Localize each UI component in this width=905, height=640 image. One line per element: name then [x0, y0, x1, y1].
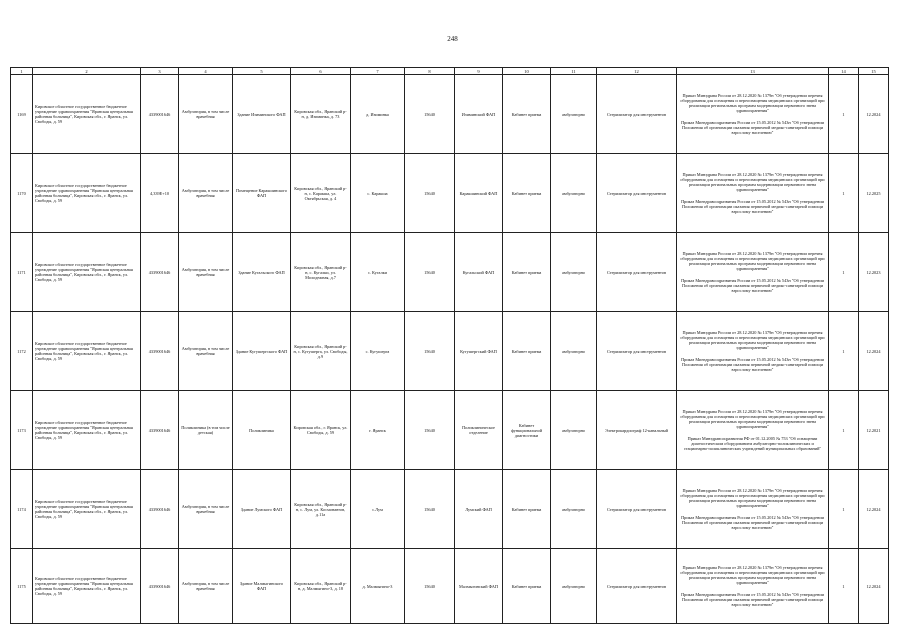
- legal-basis-law2: Приказ Минздравсоцразвития России от 15.05.2012 № 543н "Об утверждении Положения об организации оказания первичной медико-санитарной помощи взрослому населению": [681, 357, 824, 372]
- row-number: 1173: [11, 391, 33, 470]
- care-condition: амбулаторно: [551, 154, 597, 233]
- building-name: Здание Кугушергского ФАП: [233, 312, 291, 391]
- header-cell: 3: [141, 68, 179, 75]
- building-name: Здание Лумского ФАП: [233, 470, 291, 549]
- legal-basis: [677, 233, 829, 312]
- quantity: 1: [829, 391, 859, 470]
- legal-basis-law2: Приказ Минздравсоцразвития России от 15.05.2012 № 543н "Об утверждении Положения об организации оказания первичной медико-санитарной помощи взрослому населению": [681, 515, 824, 530]
- care-condition: амбулаторно: [551, 391, 597, 470]
- row-number: 1174: [11, 470, 33, 549]
- care-condition: амбулаторно: [551, 75, 597, 154]
- cabinet: Кабинет приема: [503, 233, 551, 312]
- due-date: 12.2024: [859, 75, 889, 154]
- oktmo-code: 15640: [405, 233, 455, 312]
- settlement: г. Яранск: [351, 391, 405, 470]
- department: Каракшинский ФАП: [455, 154, 503, 233]
- oktmo-code: 15640: [405, 154, 455, 233]
- settlement: с.Лум: [351, 470, 405, 549]
- inn-code: 4,339E+10: [141, 154, 179, 233]
- settlement: д. Малмыгино-3: [351, 549, 405, 624]
- settlement: с. Кугушерга: [351, 312, 405, 391]
- header-cell: 15: [859, 68, 889, 75]
- table-row: [11, 75, 889, 154]
- column-number-header: [11, 68, 889, 75]
- organization-name: Кировское областное государственное бюджетное учреждение здравоохранения "Яранская центральная районная больница", Кировская обл., г. Яранск, ул. Свободы, д. 59: [33, 312, 141, 391]
- due-date: 12.2024: [859, 470, 889, 549]
- legal-basis-law2: Приказ Минздравсоцразвития России от 15.05.2012 № 543н "Об утверждении Положения об организации оказания первичной медико-санитарной помощи взрослому населению": [681, 199, 824, 214]
- header-cell: 8: [405, 68, 455, 75]
- legal-basis: [677, 312, 829, 391]
- cabinet: Кабинет приема: [503, 549, 551, 624]
- facility-type: Амбулатория, в том числе врачебная: [179, 312, 233, 391]
- cabinet: Кабинет приема: [503, 154, 551, 233]
- header-cell: 14: [829, 68, 859, 75]
- department: Кугушергский ФАП: [455, 312, 503, 391]
- oktmo-code: 15640: [405, 470, 455, 549]
- department: Малмыгинский ФАП: [455, 549, 503, 624]
- equipment-name: Стерилизатор для инструментов: [597, 233, 677, 312]
- oktmo-code: 15640: [405, 549, 455, 624]
- quantity: 1: [829, 233, 859, 312]
- legal-basis-law1: Приказ Минздрава России от 28.12.2020 № 1379н "Об утверждении перечня оборудования для оснащения и переоснащения медицинских организаций при реализации региональных программ модернизации первичного звена здравоохранения": [680, 488, 825, 508]
- facility-type: Амбулатория, в том числе врачебная: [179, 549, 233, 624]
- facility-type: Амбулатория, в том числе врачебная: [179, 75, 233, 154]
- organization-name: Кировское областное государственное бюджетное учреждение здравоохранения "Яранская центральная районная больница", Кировская обл., г. Яранск, ул. Свободы, д. 59: [33, 549, 141, 624]
- equipment-name: Электрокардиограф 12-канальный: [597, 391, 677, 470]
- inn-code: 4339001646: [141, 312, 179, 391]
- header-cell: 4: [179, 68, 233, 75]
- table-row: [11, 549, 889, 624]
- care-condition: амбулаторно: [551, 470, 597, 549]
- legal-basis-law2: Приказ Минздравсоцразвития России от 15.05.2012 № 543н "Об утверждении Положения об организации оказания первичной медико-санитарной помощи взрослому населению": [681, 592, 824, 607]
- cabinet: Кабинет приема: [503, 470, 551, 549]
- quantity: 1: [829, 75, 859, 154]
- legal-basis: [677, 549, 829, 624]
- due-date: 12.2025: [859, 154, 889, 233]
- legal-basis-law1: Приказ Минздрава России от 28.12.2020 № 1379н "Об утверждении перечня оборудования для оснащения и переоснащения медицинских организаций при реализации региональных программ модернизации первичного звена здравоохранения": [680, 172, 825, 192]
- header-cell: 5: [233, 68, 291, 75]
- facility-address: Кировская обл., Яранский р-н, с. Кугушерга, ул. Свободы, д.9: [291, 312, 351, 391]
- legal-basis-law1: Приказ Минздрава России от 28.12.2020 № 1379н "Об утверждении перечня оборудования для оснащения и переоснащения медицинских организаций при реализации региональных программ модернизации первичного звена здравоохранения": [680, 409, 825, 429]
- header-cell: 9: [455, 68, 503, 75]
- building-name: Поликлиника: [233, 391, 291, 470]
- table-row: [11, 312, 889, 391]
- equipment-name: Стерилизатор для инструментов: [597, 75, 677, 154]
- row-number: 1172: [11, 312, 33, 391]
- department: Кугальский ФАП: [455, 233, 503, 312]
- legal-basis: [677, 75, 829, 154]
- legal-basis: [677, 470, 829, 549]
- settlement: с. Каракша: [351, 154, 405, 233]
- due-date: 12.2023: [859, 233, 889, 312]
- legal-basis: [677, 391, 829, 470]
- inn-code: 4339001646: [141, 391, 179, 470]
- table-row: [11, 154, 889, 233]
- quantity: 1: [829, 470, 859, 549]
- legal-basis-law1: Приказ Минздрава России от 28.12.2020 № 1379н "Об утверждении перечня оборудования для оснащения и переоснащения медицинских организаций при реализации региональных программ модернизации первичного звена здравоохранения": [680, 565, 825, 585]
- organization-name: Кировское областное государственное бюджетное учреждение здравоохранения "Яранская центральная районная больница", Кировская обл., г. Яранск, ул. Свободы, д. 59: [33, 470, 141, 549]
- legal-basis: [677, 154, 829, 233]
- header-cell: 13: [677, 68, 829, 75]
- table-row: [11, 233, 889, 312]
- building-name: Здание Кугальского ФАП: [233, 233, 291, 312]
- building-name: Помещение Каракшинского ФАП: [233, 154, 291, 233]
- facility-address: Кировская обл., Яранский р-н, д. Изиминка, д. 73: [291, 75, 351, 154]
- care-condition: амбулаторно: [551, 312, 597, 391]
- header-cell: 12: [597, 68, 677, 75]
- facility-type: Амбулатория, в том числе врачебная: [179, 470, 233, 549]
- facility-address: Кировская обл., Яранский р-н, с. Кугалки, ул. Молодежная, д.7: [291, 233, 351, 312]
- legal-basis-law2: Приказ Минздравсоцразвития РФ от 01.12.2005 № 753 "Об оснащении диагностическим оборудованием амбулаторно-поликлинических и стационарно-поликлинических учреждений муниципальных образований": [683, 436, 822, 451]
- inn-code: 4339001646: [141, 233, 179, 312]
- header-cell: 10: [503, 68, 551, 75]
- cabinet: Кабинет приема: [503, 312, 551, 391]
- organization-name: Кировское областное государственное бюджетное учреждение здравоохранения "Яранская центральная районная больница", Кировская обл., г. Яранск, ул. Свободы, д. 59: [33, 391, 141, 470]
- quantity: 1: [829, 549, 859, 624]
- header-cell: 11: [551, 68, 597, 75]
- department: Поликлиническое отделение: [455, 391, 503, 470]
- due-date: 12.2024: [859, 549, 889, 624]
- equipment-register-table: [10, 67, 889, 624]
- due-date: 12.2021: [859, 391, 889, 470]
- oktmo-code: 15640: [405, 312, 455, 391]
- settlement: д. Изиминка: [351, 75, 405, 154]
- facility-address: Кировская обл., Яранский р-н, с. Каракша, ул. Октябрьская, д. 4: [291, 154, 351, 233]
- settlement: с. Кугалки: [351, 233, 405, 312]
- building-name: Здание Изиминского ФАП: [233, 75, 291, 154]
- facility-type: Амбулатория, в том числе врачебная: [179, 233, 233, 312]
- inn-code: 4339001646: [141, 549, 179, 624]
- legal-basis-law1: Приказ Минздрава России от 28.12.2020 № 1379н "Об утверждении перечня оборудования для оснащения и переоснащения медицинских организаций при реализации региональных программ модернизации первичного звена здравоохранения": [680, 251, 825, 271]
- building-name: Здание Малмыгинского ФАП: [233, 549, 291, 624]
- legal-basis-law1: Приказ Минздрава России от 28.12.2020 № 1379н "Об утверждении перечня оборудования для оснащения и переоснащения медицинских организаций при реализации региональных программ модернизации первичного звена здравоохранения": [680, 93, 825, 113]
- table-row: [11, 391, 889, 470]
- organization-name: Кировское областное государственное бюджетное учреждение здравоохранения "Яранская центральная районная больница", Кировская обл., г. Яранск, ул. Свободы, д. 59: [33, 154, 141, 233]
- header-cell: 7: [351, 68, 405, 75]
- due-date: 12.2024: [859, 312, 889, 391]
- legal-basis-law1: Приказ Минздрава России от 28.12.2020 № 1379н "Об утверждении перечня оборудования для оснащения и переоснащения медицинских организаций при реализации региональных программ модернизации первичного звена здравоохранения": [680, 330, 825, 350]
- department: Лумский ФАП: [455, 470, 503, 549]
- row-number: 1169: [11, 75, 33, 154]
- legal-basis-law2: Приказ Минздравсоцразвития России от 15.05.2012 № 543н "Об утверждении Положения об организации оказания первичной медико-санитарной помощи взрослому населению": [681, 120, 824, 135]
- cabinet: Кабинет функциональной диагностики: [503, 391, 551, 470]
- oktmo-code: 15640: [405, 391, 455, 470]
- care-condition: амбулаторно: [551, 233, 597, 312]
- inn-code: 4339001646: [141, 75, 179, 154]
- organization-name: Кировское областное государственное бюджетное учреждение здравоохранения "Яранская центральная районная больница", Кировская обл., г. Яранск, ул. Свободы, д. 59: [33, 75, 141, 154]
- facility-address: Кировская обл., Яранский р-н, д. Малмыгино-3, д. 18: [291, 549, 351, 624]
- header-cell: 1: [11, 68, 33, 75]
- facility-type: Амбулатория, в том числе врачебная: [179, 154, 233, 233]
- equipment-name: Стерилизатор для инструментов: [597, 549, 677, 624]
- equipment-name: Стерилизатор для инструментов: [597, 470, 677, 549]
- page-number: 248: [447, 35, 458, 43]
- care-condition: амбулаторно: [551, 549, 597, 624]
- row-number: 1170: [11, 154, 33, 233]
- facility-address: Кировская обл., Яранский р-н, с. Лум, ул. Космонавтов, д.11а: [291, 470, 351, 549]
- quantity: 1: [829, 312, 859, 391]
- row-number: 1171: [11, 233, 33, 312]
- header-cell: 2: [33, 68, 141, 75]
- equipment-name: Стерилизатор для инструментов: [597, 154, 677, 233]
- legal-basis-law2: Приказ Минздравсоцразвития России от 15.05.2012 № 543н "Об утверждении Положения об организации оказания первичной медико-санитарной помощи взрослому населению": [681, 278, 824, 293]
- header-cell: 6: [291, 68, 351, 75]
- cabinet: Кабинет приема: [503, 75, 551, 154]
- equipment-name: Стерилизатор для инструментов: [597, 312, 677, 391]
- department: Изиминский ФАП: [455, 75, 503, 154]
- row-number: 1175: [11, 549, 33, 624]
- quantity: 1: [829, 154, 859, 233]
- oktmo-code: 15640: [405, 75, 455, 154]
- facility-type: Поликлиника (в том числе детская): [179, 391, 233, 470]
- table-row: [11, 470, 889, 549]
- facility-address: Кировская обл., г. Яранск, ул. Свободы, д. 59: [291, 391, 351, 470]
- organization-name: Кировское областное государственное бюджетное учреждение здравоохранения "Яранская центральная районная больница", Кировская обл., г. Яранск, ул. Свободы, д. 59: [33, 233, 141, 312]
- inn-code: 4339001646: [141, 470, 179, 549]
